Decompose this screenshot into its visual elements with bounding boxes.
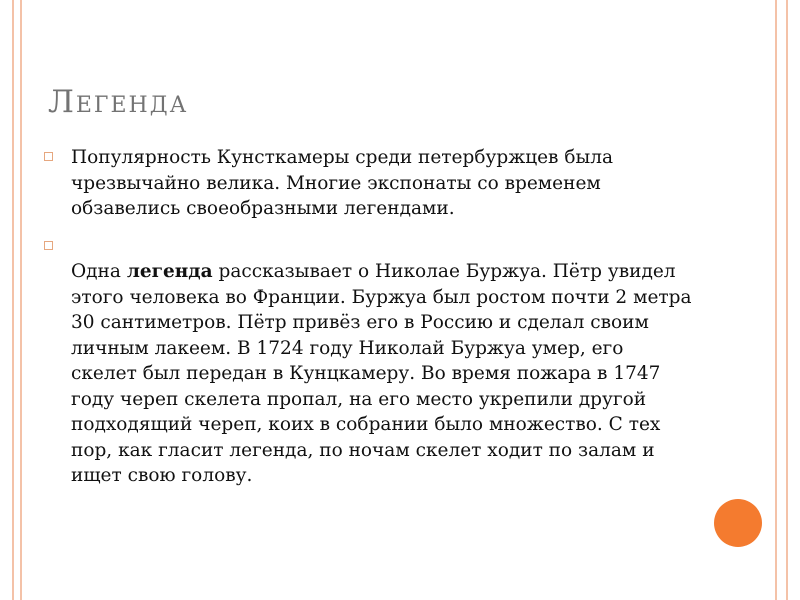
slide-title: Легенда bbox=[48, 84, 189, 120]
bullet-list bbox=[44, 145, 694, 501]
bullet-text-start: Одна bbox=[71, 261, 127, 282]
bullet-text bbox=[71, 259, 694, 489]
right-border-decoration bbox=[775, 0, 788, 600]
bullet-text: Популярность Кунсткамеры среди петербуржцев была чрезвычайно велика. Многие экспонаты со временем обзавелись своеобразными легендами. bbox=[71, 147, 614, 219]
bullet-blank-line bbox=[71, 234, 694, 260]
square-bullet-icon bbox=[44, 152, 53, 161]
bullet-item bbox=[44, 145, 694, 222]
square-bullet-icon bbox=[44, 241, 53, 250]
left-border-decoration bbox=[12, 0, 22, 600]
bullet-text-rest: рассказывает о Николае Буржуа. Пётр увидел этого человека во Франции. Буржуа был ростом почти 2 метра 30 сантиметров. Пётр привёз его в Россию и сделал своим личным лакеем. В 1724 году Николай Буржуа умер, его скелет был передан в Кунцкамеру. Во время пожара в 1747 году череп скелета пропал, на его место укрепили другой подходящий череп, коих в собрании было множество. С тех пор, как гласит легенда, по ночам скелет ходит по залам и ищет свою голову. bbox=[71, 261, 692, 486]
bold-word: легенда bbox=[126, 261, 213, 282]
bullet-item bbox=[44, 234, 694, 489]
orange-circle-decoration bbox=[714, 499, 762, 547]
